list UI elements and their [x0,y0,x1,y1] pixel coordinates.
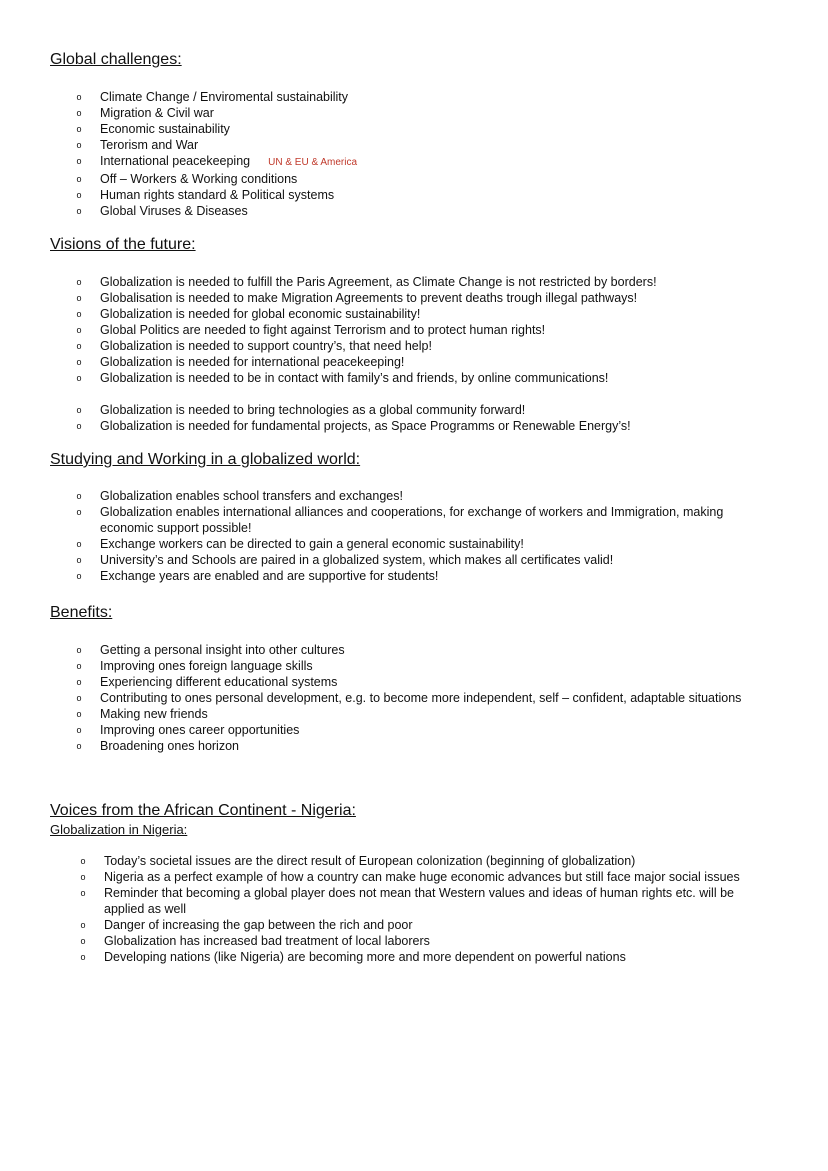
list-item: o Making new friends [0,706,770,722]
bullet-icon: o [76,645,82,655]
bullet-icon: o [76,174,82,184]
bullet-icon: o [76,357,82,367]
bullet-icon: o [76,741,82,751]
list-item: o Climate Change / Enviromental sustainability [0,89,357,105]
list-item: o Globalization is needed to bring technologies as a global community forward! [0,402,657,418]
bullet-icon: o [76,140,82,150]
list-item: o Globalization is needed to support country’s, that need help! [0,338,657,354]
heading-studying-and-working: Studying and Working in a globalized world: [50,451,361,468]
list-item: o Globalization is needed to fulfill the Paris Agreement, as Climate Change is not restricted by borders! [0,274,657,290]
list-item: o Off – Workers & Working conditions [0,171,357,187]
bullet-icon: o [76,190,82,200]
bullet-icon: o [76,677,82,687]
bullet-icon: o [76,293,82,303]
bullet-icon: o [76,124,82,134]
list-item: o Globalisation is needed to make Migration Agreements to prevent deaths trough illegal pathways! [0,290,657,306]
list-item: o Broadening ones horizon [0,738,770,754]
list-spacer [0,386,657,402]
list-item: o Globalization is needed for fundamental projects, as Space Programms or Renewable Energy’s! [0,418,657,434]
bullet-icon: o [76,309,82,319]
list-benefits [0,642,770,754]
bullet-icon: o [76,661,82,671]
list-item: o Exchange years are enabled and are supportive for students! [0,568,760,584]
bullet-icon: o [76,277,82,287]
bullet-icon: o [76,539,82,549]
list-item: o University’s and Schools are paired in a globalized system, which makes all certificates valid! [0,552,760,568]
bullet-icon: o [76,373,82,383]
bullet-icon: o [76,709,82,719]
list-item: o Getting a personal insight into other cultures [0,642,770,658]
bullet-icon: o [76,571,82,581]
list-item: o Today’s societal issues are the direct result of European colonization (beginning of globalization) [0,853,790,869]
list-item: o Globalization enables school transfers and exchanges! [0,488,760,504]
bullet-icon: o [80,936,86,946]
bullet-icon: o [76,325,82,335]
list-item: o Experiencing different educational systems [0,674,770,690]
bullet-icon: o [76,507,82,517]
bullet-icon: o [76,491,82,501]
list-item: o Contributing to ones personal development, e.g. to become more independent, self – confident, adaptable situations [0,690,770,706]
bullet-icon: o [76,421,82,431]
heading-voices-african-continent: Voices from the African Continent - Nigeria: [50,802,356,819]
list-item: o Danger of increasing the gap between the rich and poor [0,917,790,933]
bullet-icon: o [80,920,86,930]
heading-visions-of-the-future: Visions of the future: [50,236,196,253]
list-item: o Improving ones career opportunities [0,722,770,738]
bullet-icon: o [80,872,86,882]
list-item: o Globalization enables international alliances and cooperations, for exchange of workers and Immigration, making economic support possible! [0,504,760,536]
heading-benefits: Benefits: [50,604,113,621]
list-item: o Global Politics are needed to fight against Terrorism and to protect human rights! [0,322,657,338]
list-item: o Economic sustainability [0,121,357,137]
bullet-icon: o [76,725,82,735]
list-item: o Exchange workers can be directed to gain a general economic sustainability! [0,536,760,552]
list-voices [0,853,790,965]
list-item: o Nigeria as a perfect example of how a country can make huge economic advances but still face major social issues [0,869,790,885]
bullet-icon: o [76,341,82,351]
list-item: o Globalization is needed for global economic sustainability! [0,306,657,322]
list-item: o Reminder that becoming a global player does not mean that Western values and ideas of human rights etc. will be applied as well [0,885,790,917]
list-item: o Globalization is needed for international peacekeeping! [0,354,657,370]
list-item: o Migration & Civil war [0,105,357,121]
list-item: o Improving ones foreign language skills [0,658,770,674]
bullet-icon: o [76,693,82,703]
bullet-icon: o [76,156,82,166]
list-item: o Global Viruses & Diseases [0,203,357,219]
list-item: o Globalization is needed to be in contact with family’s and friends, by online communications! [0,370,657,386]
bullet-icon: o [76,555,82,565]
bullet-icon: o [76,206,82,216]
bullet-icon: o [76,92,82,102]
bullet-icon: o [80,952,86,962]
list-item: o International peacekeeping UN & EU & America [0,153,357,171]
list-item: o Human rights standard & Political systems [0,187,357,203]
bullet-icon: o [76,108,82,118]
bullet-icon: o [80,856,86,866]
list-studying [0,488,760,584]
bullet-icon: o [80,888,86,898]
annotation-note: UN & EU & America [268,157,358,168]
bullet-icon: o [76,405,82,415]
heading-global-challenges: Global challenges: [50,51,182,68]
list-global-challenges [0,89,357,219]
list-visions [0,274,657,434]
list-item: o Developing nations (like Nigeria) are becoming more and more dependent on powerful nations [0,949,790,965]
list-item: o Globalization has increased bad treatment of local laborers [0,933,790,949]
list-item: o Terorism and War [0,137,357,153]
subheading-globalization-in-nigeria: Globalization in Nigeria: [50,822,188,837]
